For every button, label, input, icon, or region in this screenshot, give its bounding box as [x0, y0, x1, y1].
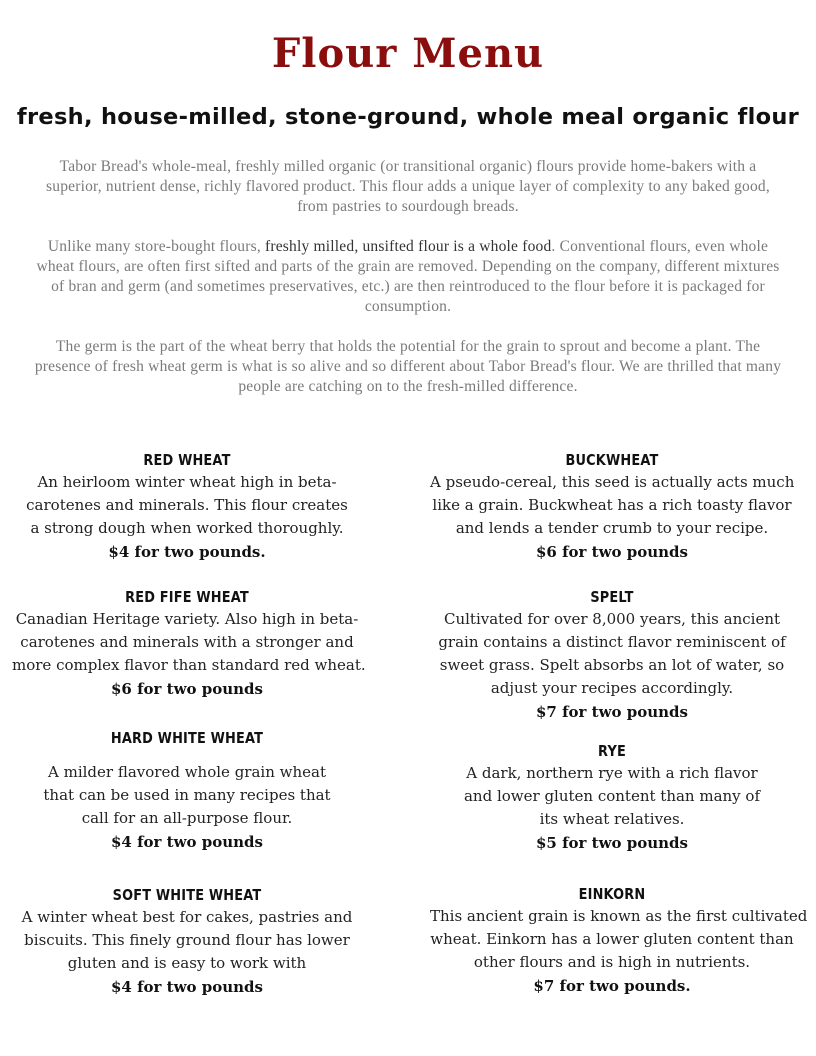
item-description: [12, 608, 366, 677]
menu-item-hard-white-wheat: [12, 727, 362, 854]
item-description: [12, 471, 362, 540]
item-name: HARD WHITE WHEAT: [110, 729, 264, 747]
item-description-line: that can be used in many recipes that: [43, 786, 331, 804]
item-description-line: wheat. Einkorn has a lower gluten content than: [430, 930, 794, 948]
item-description-line: Canadian Heritage variety. Also high in beta-: [15, 610, 359, 628]
menu-item-red-wheat: [12, 449, 362, 564]
item-name: BUCKWHEAT: [565, 451, 659, 469]
item-description: [12, 761, 362, 830]
menu-item-red-fife-wheat: [12, 586, 366, 701]
item-description-line: its wheat relatives.: [539, 810, 685, 828]
item-description-line: Cultivated for over 8,000 years, this ancient: [443, 610, 781, 628]
item-description-line: This ancient grain is known as the first cultivated: [430, 907, 808, 925]
item-name: SOFT WHITE WHEAT: [112, 886, 262, 904]
item-name: EINKORN: [578, 885, 646, 903]
item-name: RED WHEAT: [143, 451, 231, 469]
item-description: [430, 905, 808, 974]
item-description-line: grain contains a distinct flavor reminiscent of: [438, 633, 786, 651]
item-description-line: adjust your recipes accordingly.: [490, 679, 734, 697]
item-description-line: and lends a tender crumb to your recipe.: [455, 519, 769, 537]
item-description: [430, 762, 794, 831]
item-name: RYE: [598, 742, 626, 760]
intro-p2-start: Unlike many store-bought flours,: [47, 238, 265, 255]
item-description-line: A milder flavored whole grain wheat: [48, 763, 326, 781]
intro-paragraph-2: [32, 237, 784, 317]
item-description: [12, 906, 362, 975]
item-description-line: sweet grass. Spelt absorbs an lot of water, so: [439, 656, 785, 674]
item-description-line: A pseudo-cereal, this seed is actually acts much: [430, 473, 795, 491]
item-description-line: carotenes and minerals. This flour creates: [26, 496, 348, 514]
intro-paragraph-1: Tabor Bread's whole-meal, freshly milled organic (or transitional organic) flours provide home-bakers with a superior, nutrient dense, richly flavored product. This flour adds a unique layer of complexity to any baked good, from pastries to sourdough breads.: [46, 158, 770, 215]
menu-item-rye: [430, 740, 794, 855]
page-title: Flour Menu: [271, 30, 545, 77]
item-name: RED FIFE WHEAT: [125, 588, 249, 606]
item-description: [430, 471, 794, 540]
page-subtitle: fresh, house-milled, stone-ground, whole meal organic flour: [16, 104, 800, 130]
item-description-line: An heirloom winter wheat high in beta-: [37, 473, 337, 491]
item-price: $6 for two pounds: [111, 680, 263, 698]
item-description-line: gluten and is easy to work with: [67, 954, 307, 972]
item-price: $5 for two pounds: [536, 834, 688, 852]
item-name: SPELT: [590, 588, 634, 606]
item-description-line: more complex flavor than standard red wheat.: [12, 656, 366, 674]
intro-p2-end: . Conventional flours, even whole wheat flours, are often first sifted and parts of the grain are removed. Depending on the company, different mixtures of bran and germ (and sometimes preservatives, etc.) are then reintroduced to the flour before it is packaged for consumption.: [36, 238, 780, 315]
item-description-line: A winter wheat best for cakes, pastries and: [21, 908, 353, 926]
item-description-line: like a grain. Buckwheat has a rich toasty flavor: [432, 496, 792, 514]
item-description-line: A dark, northern rye with a rich flavor: [466, 764, 758, 782]
menu-item-spelt: [430, 586, 794, 724]
item-price: $4 for two pounds: [111, 978, 263, 996]
item-description-line: call for an all-purpose flour.: [81, 809, 293, 827]
intro-paragraph-3: The germ is the part of the wheat berry that holds the potential for the grain to sprout and become a plant. The presence of fresh wheat germ is what is so alive and so different about Tabor Bread's flour. We are thrilled that many people are catching on to the fresh-milled difference.: [34, 338, 782, 395]
menu-item-einkorn: [430, 883, 808, 998]
whole-food-highlight: freshly milled, unsifted flour is a whole food: [265, 238, 552, 255]
item-description-line: biscuits. This finely ground flour has lower: [24, 931, 350, 949]
menu-item-buckwheat: [430, 449, 794, 564]
item-price: $7 for two pounds: [536, 703, 688, 721]
item-price: $4 for two pounds: [111, 833, 263, 851]
item-description: [430, 608, 794, 700]
item-description-line: and lower gluten content than many of: [463, 787, 760, 805]
item-description-line: a strong dough when worked thoroughly.: [30, 519, 344, 537]
item-description-line: other flours and is high in nutrients.: [473, 953, 751, 971]
item-description-line: carotenes and minerals with a stronger and: [20, 633, 354, 651]
item-price: $6 for two pounds: [536, 543, 688, 561]
item-price: $7 for two pounds.: [533, 977, 691, 995]
item-price: $4 for two pounds.: [108, 543, 266, 561]
menu-item-soft-white-wheat: [12, 884, 362, 999]
